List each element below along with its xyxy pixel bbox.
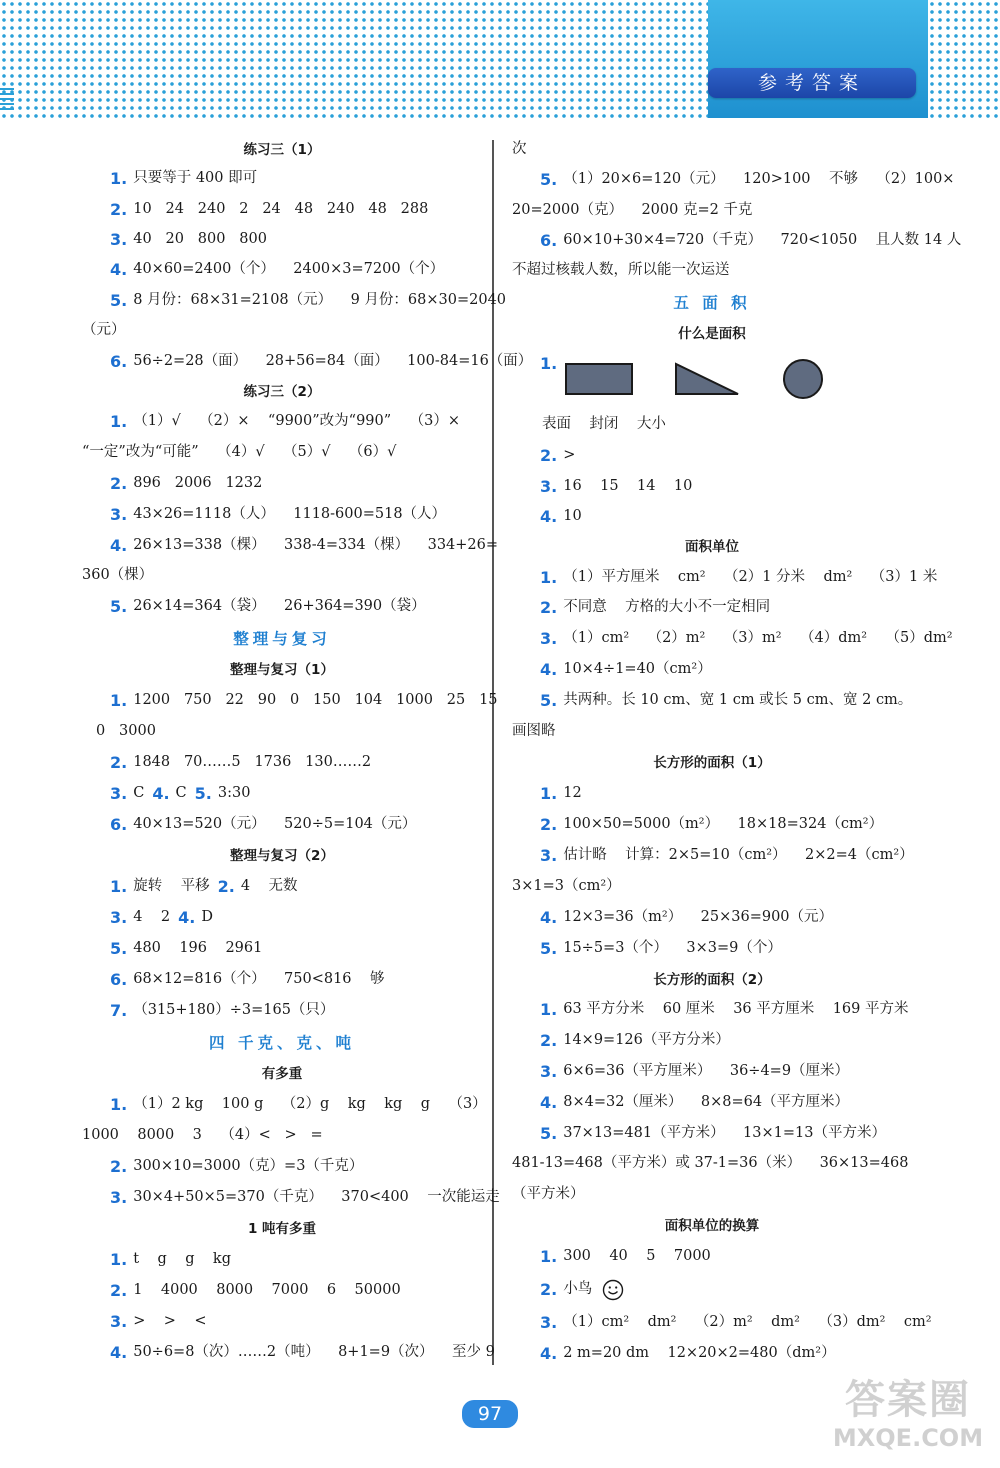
smiley-face-icon [602,1279,624,1301]
column-divider [492,140,494,1365]
answer-continuation: 481-13=468（平方米）或 37-1=36（米） 36×13=468 [512,1155,909,1172]
answer-line: 3. （1）cm² （2）m² （3）m² （4）dm² （5）dm² [540,629,953,649]
answer-line: 3. （1）cm² dm² （2）m² dm² （3）dm² cm² [540,1313,932,1333]
answer-continuation: 次 [512,141,527,158]
answer-line: 3. 30×4+50×5=370（千克） 370<400 一次能运走 [110,1188,500,1208]
answer-line: 4. 26×13=338（棵） 338-4=334（棵） 334+26= [110,536,499,556]
answer-line: 2. 1 4000 8000 7000 6 50000 [110,1281,401,1301]
answer-line: 7. （315+180）÷3=165（只） [110,1001,335,1021]
answer-line: 1. 1200 750 22 90 0 150 104 1000 25 15 [110,691,498,711]
answer-line: 2. 1848 70……5 1736 130……2 [110,753,372,773]
answer-line: 3. C 4. C 5. 3:30 [110,784,251,804]
answer-line: 3. > > < [110,1312,207,1332]
answer-line: 2. 100×50=5000（m²） 18×18=324（cm²） [540,815,884,835]
answer-continuation: 1000 8000 3 （4）< > = [82,1127,323,1144]
answer-line: 6. 68×12=816（个） 750<816 够 [110,970,385,990]
page-number: 97 [462,1400,518,1428]
answer-line: 1. （1）平方厘米 cm² （2）1 分米 dm² （3）1 米 [540,568,938,588]
section-title: 有多重 [261,1066,303,1082]
section-title: 长方形的面积（1） [653,755,771,771]
answer-line: 5. 26×14=364（袋） 26+364=390（袋） [110,597,426,617]
answer-line: 3. 估计略 计算：2×5=10（cm²） 2×2=4（cm²） [540,846,914,866]
answer-continuation: 3×1=3（cm²） [512,878,621,895]
answer-line: 4. 8×4=32（厘米） 8×8=64（平方厘米） [540,1093,850,1113]
rectangle-shape [566,364,632,394]
unit-heading: 五 面 积 [673,294,751,312]
area-shapes-figure [512,0,962,420]
answer-line: 1. 300 40 5 7000 [540,1247,711,1267]
answer-line: 1. 旋转 平移 2. 4 无数 [110,877,298,897]
answer-continuation: 表面 封闭 大小 [542,416,666,433]
answer-continuation: 画图略 [512,723,556,740]
section-title: 面积单位的换算 [664,1218,760,1234]
answer-line: 2. 300×10=3000（克）=3（千克） [110,1157,364,1177]
section-title: 整理与复习（2） [230,848,334,864]
answer-line: 4. 10 [540,507,582,527]
section-title: 面积单位 [685,539,739,555]
answer-line: 4. 2 m=20 dm 12×20×2=480（dm²） [540,1344,836,1364]
unit-heading: 四 千克、克、吨 [209,1034,355,1052]
site-watermark: 答案圈 MXQE.COM [832,1377,984,1452]
answer-line: 3. 4 2 4. D [110,908,213,928]
answer-line: 1. （1）√ （2）× “9900”改为“990” （3）× [110,412,460,432]
answer-line: 2. 不同意 方格的大小不一定相同 [540,598,771,618]
answer-line: 6. 56÷2=28（面） 28+56=84（面） 100-84=16（面） [110,352,533,372]
answer-line: 6. 40×13=520（元） 520÷5=104（元） [110,815,417,835]
section-title: 练习三（2） [243,384,321,400]
section-title: 1 吨有多重 [247,1221,317,1237]
answer-line: 3. 40 20 800 800 [110,230,267,250]
answer-line: 1. [540,354,558,374]
answer-line: 4. 12×3=36（m²） 25×36=900（元） [540,908,834,928]
answer-line: 1. t g g kg [110,1250,231,1270]
answer-line: 5. 共两种。长 10 cm、宽 1 cm 或长 5 cm、宽 2 cm。 [540,691,913,711]
answer-continuation: 不超过核载人数，所以能一次运送 [512,262,730,279]
section-title: 长方形的面积（2） [653,972,771,988]
answer-continuation: 20=2000（克） 2000 克=2 千克 [512,202,753,219]
answer-line: 2. 小鸟 [512,1279,912,1301]
answer-line: 1. 只要等于 400 即可 [110,169,258,189]
answer-line: 5. 8 月份：68×31=2108（元） 9 月份：68×30=2040 [110,291,507,311]
answer-line: 4. 10×4÷1=40（cm²） [540,660,712,680]
answer-continuation: （元） [82,322,126,339]
answer-line: 1. （1）2 kg 100 g （2）g kg kg g （3） [110,1095,487,1115]
answer-key-banner: 参考答案 [708,68,916,98]
answer-continuation: 360（棵） [82,567,154,584]
answer-line: 4. 50÷6=8（次）……2（吨） 8+1=9（次） 至少 9 [110,1343,495,1363]
answer-line: 3. 43×26=1118（人） 1118-600=518（人） [110,505,447,525]
answer-line: 1. 63 平方分米 60 厘米 36 平方厘米 169 平方米 [540,1000,909,1020]
answer-line: 5. 15÷5=3（个） 3×3=9（个） [540,939,782,959]
answer-line: 5. 37×13=481（平方米） 13×1=13（平方米） [540,1124,886,1144]
answer-line: 2. 14×9=126（平方分米） [540,1031,730,1051]
answer-line: 5. （1）20×6=120（元） 120>100 不够 （2）100× [540,170,955,190]
answer-continuation: 0 3000 [96,723,156,740]
answer-line: 4. 40×60=2400（个） 2400×3=7200（个） [110,260,445,280]
answer-line: 2. > [540,446,576,466]
unit-heading: 整理与复习 [233,630,331,648]
answer-continuation: （平方米） [512,1186,585,1203]
answer-line: 6. 60×10+30×4=720（千克） 720<1050 且人数 14 人 [540,231,962,251]
section-title: 什么是面积 [678,326,746,342]
header-stripes [0,88,14,112]
answer-line: 3. 16 15 14 10 [540,477,693,497]
triangle-shape [676,364,738,394]
section-title: 整理与复习（1） [230,662,334,678]
circle-shape [784,360,822,398]
answer-line: 3. 6×6=36（平方厘米） 36÷4=9（厘米） [540,1062,850,1082]
answer-line: 1. 12 [540,784,582,804]
answer-line: 2. 10 24 240 2 24 48 240 48 288 [110,200,429,220]
answer-line: 2. 896 2006 1232 [110,474,263,494]
answer-continuation: “一定”改为“可能” （4）√ （5）√ （6）√ [82,444,397,461]
answer-line: 5. 480 196 2961 [110,939,263,959]
section-title: 练习三（1） [243,142,321,158]
